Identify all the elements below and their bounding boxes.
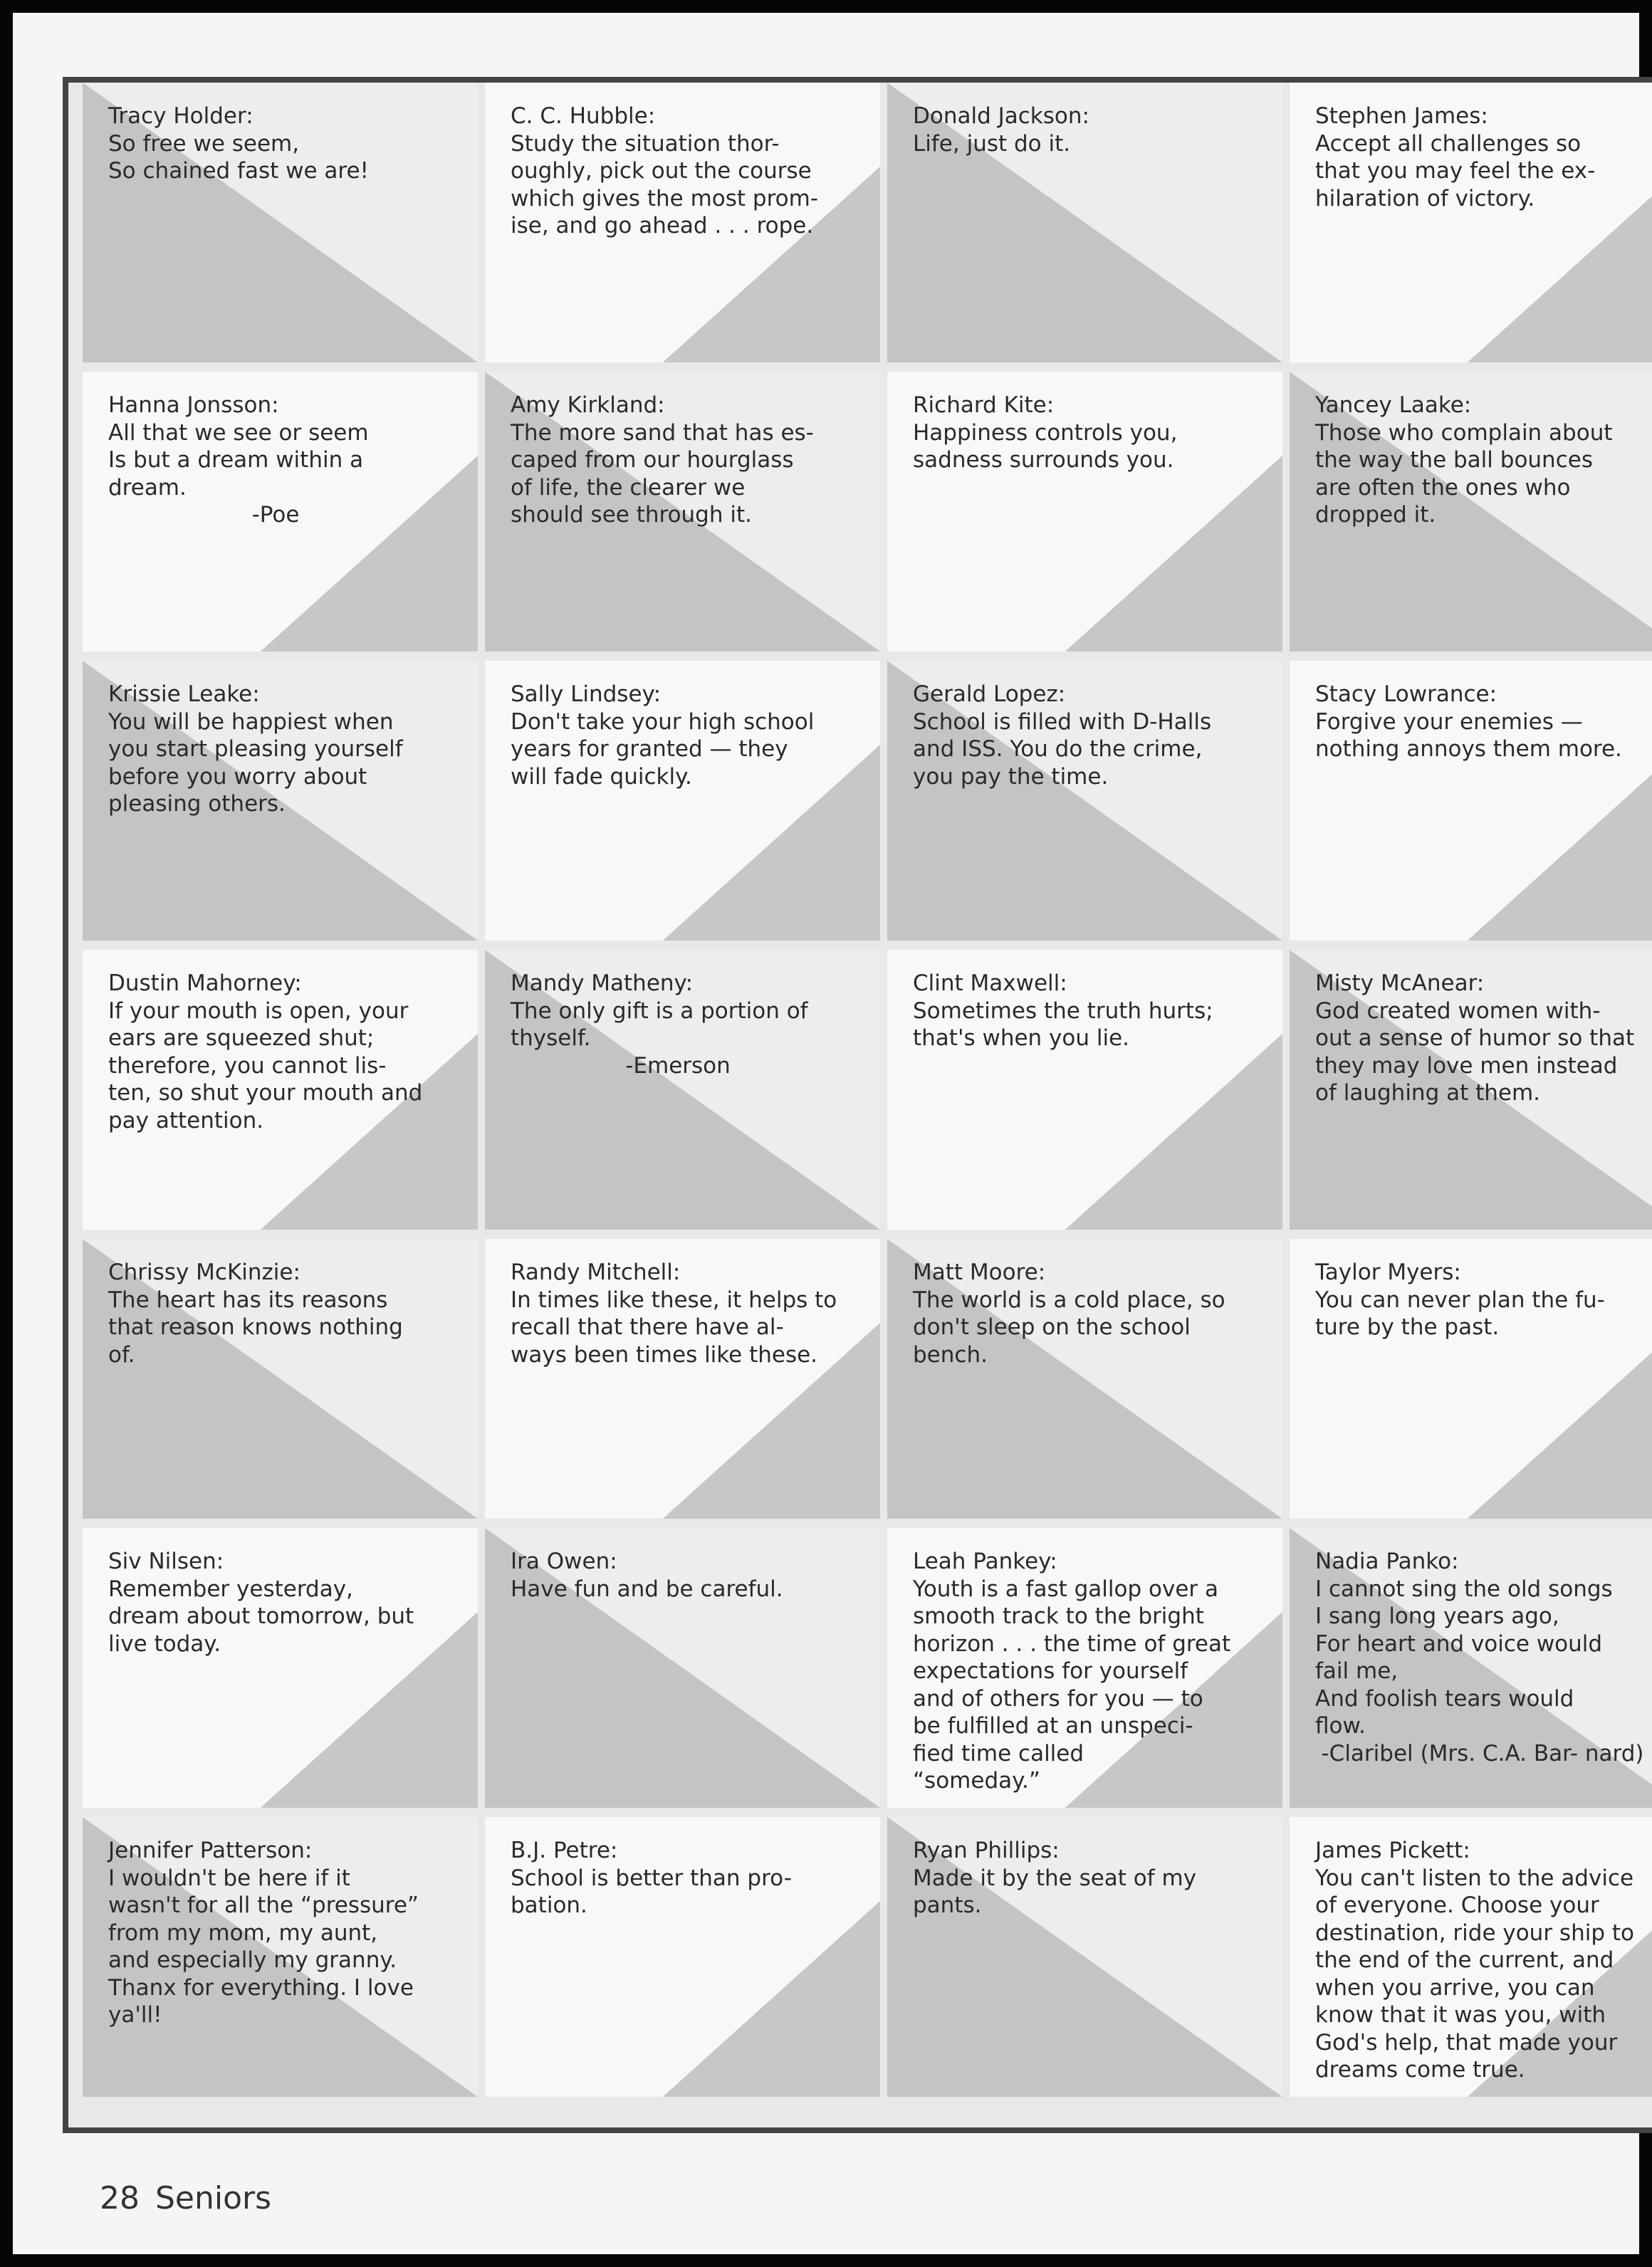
quote-attribution: -Poe [251,502,300,528]
quote-line: caped from our hourglass [511,447,794,473]
quote-line: they may love men instead [1315,1052,1618,1079]
senior-name: Mandy Matheny: [511,970,694,996]
quotes-grid [83,83,1652,2125]
quote-line: out a sense of humor so that [1315,1025,1635,1051]
senior-name: James Pickett: [1315,1838,1470,1863]
quote-text-block [913,1548,1248,1795]
quote-line: pleasing others. [108,791,286,817]
page-number: 28 [100,2180,140,2216]
senior-name: Stephen James: [1315,103,1488,129]
quote-line: All that we see or seem [108,419,369,446]
quote-line: dreams come true. [1315,2057,1525,2083]
quote-line: The heart has its reasons [108,1287,388,1313]
senior-name: C. C. Hubble: [511,103,656,129]
quote-line: Made it by the seat of my [913,1865,1197,1891]
quote-text-block [511,392,845,529]
quote-line: thyself. [511,1025,591,1051]
senior-name: Nadia Panko: [1315,1549,1459,1574]
quote-text-block [913,1837,1248,1920]
quote-card [1290,950,1652,1230]
quote-line: fied time called [913,1740,1084,1766]
senior-name: Gerald Lopez: [913,681,1066,707]
quote-line: when you arrive, you can [1315,1974,1595,2001]
quote-card [1290,1239,1652,1519]
senior-name: Stacy Lowrance: [1315,681,1497,707]
quote-line: God created women with- [1315,998,1601,1024]
quote-line: ten, so shut your mouth and [108,1080,423,1106]
quote-line: and especially my granny. [108,1947,397,1973]
quote-line: know that it was you, with [1315,2002,1606,2028]
quote-line: that's when you lie. [913,1025,1130,1051]
quote-text-block [1315,1837,1650,2084]
quote-text-block [511,1548,845,1603]
scan-border-left [0,0,13,2267]
quote-text-block [1315,1259,1650,1341]
quote-line: School is better than pro- [511,1865,792,1891]
quote-line: you start pleasing yourself [108,736,403,762]
senior-name: Hanna Jonsson: [108,392,279,418]
quote-card [83,83,478,362]
quote-line: The more sand that has es- [511,419,814,446]
quote-text-block [1315,1548,1650,1767]
quote-line: ears are squeezed shut; [108,1025,375,1051]
senior-name: Taylor Myers: [1315,1260,1461,1285]
quote-attribution: -Emerson [625,1052,731,1079]
quote-line: years for granted — they [511,736,788,762]
quote-card [83,950,478,1230]
quote-line: School is filled with D-Halls [913,708,1212,735]
quote-line: You can't listen to the advice [1315,1865,1634,1891]
quote-line: The world is a cold place, so [913,1287,1225,1313]
quote-line: of laughing at them. [1315,1080,1541,1106]
quote-line: In times like these, it helps to [511,1287,837,1313]
senior-name: Misty McAnear: [1315,970,1485,996]
quote-line: Thanx for everything. I love [108,1974,414,2001]
quote-line: bench. [913,1341,988,1368]
senior-name: Leah Pankey: [913,1549,1057,1574]
quote-line: dream. [108,474,187,501]
quote-text-block [913,681,1248,790]
page-footer [100,2180,271,2216]
quote-line: Happiness controls you, [913,419,1178,446]
quote-line: of. [108,1341,135,1368]
quote-text-block [913,1259,1248,1368]
quote-line: Remember yesterday, [108,1576,353,1602]
quote-line: that reason knows nothing [108,1314,403,1340]
quote-line: destination, ride your ship to [1315,1920,1634,1946]
quote-line: “someday.” [913,1768,1040,1794]
quote-line: pay attention. [108,1107,264,1134]
quote-card [485,1528,880,1808]
quote-line: So chained fast we are! [108,158,369,184]
quote-line: smooth track to the bright [913,1603,1204,1629]
quote-card [1290,661,1652,941]
quote-line: Life, just do it. [913,130,1071,157]
quote-card [887,950,1282,1230]
quote-line: of life, the clearer we [511,474,746,501]
quote-text-block [108,681,443,818]
senior-name: Tracy Holder: [108,103,253,129]
quote-line: You can never plan the fu- [1315,1287,1605,1313]
quote-line: which gives the most prom- [511,185,819,211]
quote-line: therefore, you cannot lis- [108,1052,387,1079]
quote-line: I sang long years ago, [1315,1603,1559,1629]
quote-card [83,372,478,651]
senior-name: Chrissy McKinzie: [108,1260,300,1285]
quote-text-block [913,970,1248,1052]
quote-line: recall that there have al- [511,1314,784,1340]
scan-border-bottom [0,2254,1652,2267]
quote-line: And foolish tears would [1315,1685,1574,1712]
quote-line: sadness surrounds you. [913,447,1174,473]
senior-name: Ira Owen: [511,1549,617,1574]
quote-text-block [511,1259,845,1368]
quote-line: ways been times like these. [511,1341,818,1368]
quote-card [887,1239,1282,1519]
quote-line: are often the ones who [1315,474,1571,501]
quote-line: horizon . . . the time of great [913,1630,1231,1657]
quote-card [485,950,880,1230]
quote-line: ise, and go ahead . . . rope. [511,213,814,239]
quote-line: hilaration of victory. [1315,185,1535,211]
senior-name: Clint Maxwell: [913,970,1067,996]
quote-attribution: -Claribel (Mrs. C.A. Bar- nard) [1321,1740,1644,1766]
quote-line: you pay the time. [913,763,1109,790]
quote-line: from my mom, my aunt, [108,1920,378,1946]
quote-text-block [1315,392,1650,529]
quote-line: the way the ball bounces [1315,447,1593,473]
quote-line: I cannot sing the old songs [1315,1576,1613,1602]
quote-line: fail me, [1315,1658,1399,1684]
quote-card [83,1817,478,2097]
quote-line: the end of the current, and [1315,1947,1614,1973]
quote-line: The only gift is a portion of [511,998,808,1024]
quote-line: If your mouth is open, your [108,998,409,1024]
quote-text-block [511,1837,845,1920]
quote-line: Accept all challenges so [1315,130,1582,157]
quote-line: and ISS. You do the crime, [913,736,1203,762]
quote-line: live today. [108,1630,221,1657]
quote-line: that you may feel the ex- [1315,158,1596,184]
senior-name: Sally Lindsey: [511,681,662,707]
quote-card [1290,83,1652,362]
quote-line: Study the situation thor- [511,130,780,157]
quote-line: Sometimes the truth hurts; [913,998,1213,1024]
quote-text-block [913,392,1248,474]
section-title: Seniors [155,2180,272,2216]
quote-line: God's help, that made your [1315,2029,1618,2056]
quote-line: expectations for yourself [913,1658,1188,1684]
senior-name: Krissie Leake: [108,681,260,707]
quote-card [485,1817,880,2097]
quote-card [1290,1817,1652,2097]
quote-line: I wouldn't be here if it [108,1865,350,1891]
senior-name: Matt Moore: [913,1260,1046,1285]
quote-text-block [511,970,845,1079]
quote-line: Those who complain about [1315,419,1613,446]
quote-text-block [108,970,443,1134]
quote-line: You will be happiest when [108,708,394,735]
quote-line: ture by the past. [1315,1314,1500,1340]
quote-line: For heart and voice would [1315,1630,1603,1657]
quote-line: Is but a dream within a [108,447,364,473]
quote-line: Forgive your enemies — [1315,708,1583,735]
quotes-frame [63,77,1652,2133]
quote-card [83,661,478,941]
quote-card [83,1528,478,1808]
quote-card [1290,372,1652,651]
quote-text-block [108,1548,443,1658]
quote-line: pants. [913,1892,982,1918]
quote-card [83,1239,478,1519]
quote-text-block [1315,970,1650,1107]
quote-line: be fulfilled at an unspeci- [913,1713,1193,1739]
quote-line: of everyone. Choose your [1315,1892,1599,1918]
quote-line: nothing annoys them more. [1315,736,1622,762]
quote-line: and of others for you — to [913,1685,1203,1712]
quote-text-block [511,681,845,790]
senior-name: Yancey Laake: [1315,392,1472,418]
quote-card [887,1528,1282,1808]
quote-text-block [1315,103,1650,212]
quote-line: flow. [1315,1713,1366,1739]
quote-line: So free we seem, [108,130,300,157]
quote-line: wasn't for all the “pressure” [108,1892,419,1918]
scan-border-top [0,0,1652,13]
senior-name: Dustin Mahorney: [108,970,302,996]
quote-card [485,1239,880,1519]
quote-line: will fade quickly. [511,763,692,790]
quote-line: before you worry about [108,763,367,790]
quote-text-block [108,1837,443,2029]
quote-line: dream about tomorrow, but [108,1603,414,1629]
quote-text-block [108,103,443,185]
senior-name: Richard Kite: [913,392,1055,418]
quote-text-block [108,392,443,529]
quote-text-block [1315,681,1650,763]
quote-line: bation. [511,1892,587,1918]
senior-name: Amy Kirkland: [511,392,665,418]
quote-line: don't sleep on the school [913,1314,1191,1340]
quote-line: Youth is a fast gallop over a [913,1576,1219,1602]
quote-card [887,83,1282,362]
quote-card [887,1817,1282,2097]
quote-line: dropped it. [1315,502,1436,528]
senior-name: Donald Jackson: [913,103,1089,129]
quote-line: Don't take your high school [511,708,815,735]
quote-card [887,661,1282,941]
quote-card [485,661,880,941]
senior-name: Randy Mitchell: [511,1260,681,1285]
quote-line: Have fun and be careful. [511,1576,783,1602]
quote-text-block [108,1259,443,1368]
quote-text-block [913,103,1248,157]
senior-name: B.J. Petre: [511,1838,618,1863]
quote-line: ya'll! [108,2002,162,2028]
senior-name: Ryan Phillips: [913,1838,1060,1863]
quote-line: oughly, pick out the course [511,158,812,184]
quote-card [887,372,1282,651]
quote-card [485,372,880,651]
senior-name: Jennifer Patterson: [108,1838,313,1863]
quote-line: should see through it. [511,502,752,528]
quote-card [1290,1528,1652,1808]
senior-name: Siv Nilsen: [108,1549,224,1574]
quote-card [485,83,880,362]
quote-text-block [511,103,845,240]
